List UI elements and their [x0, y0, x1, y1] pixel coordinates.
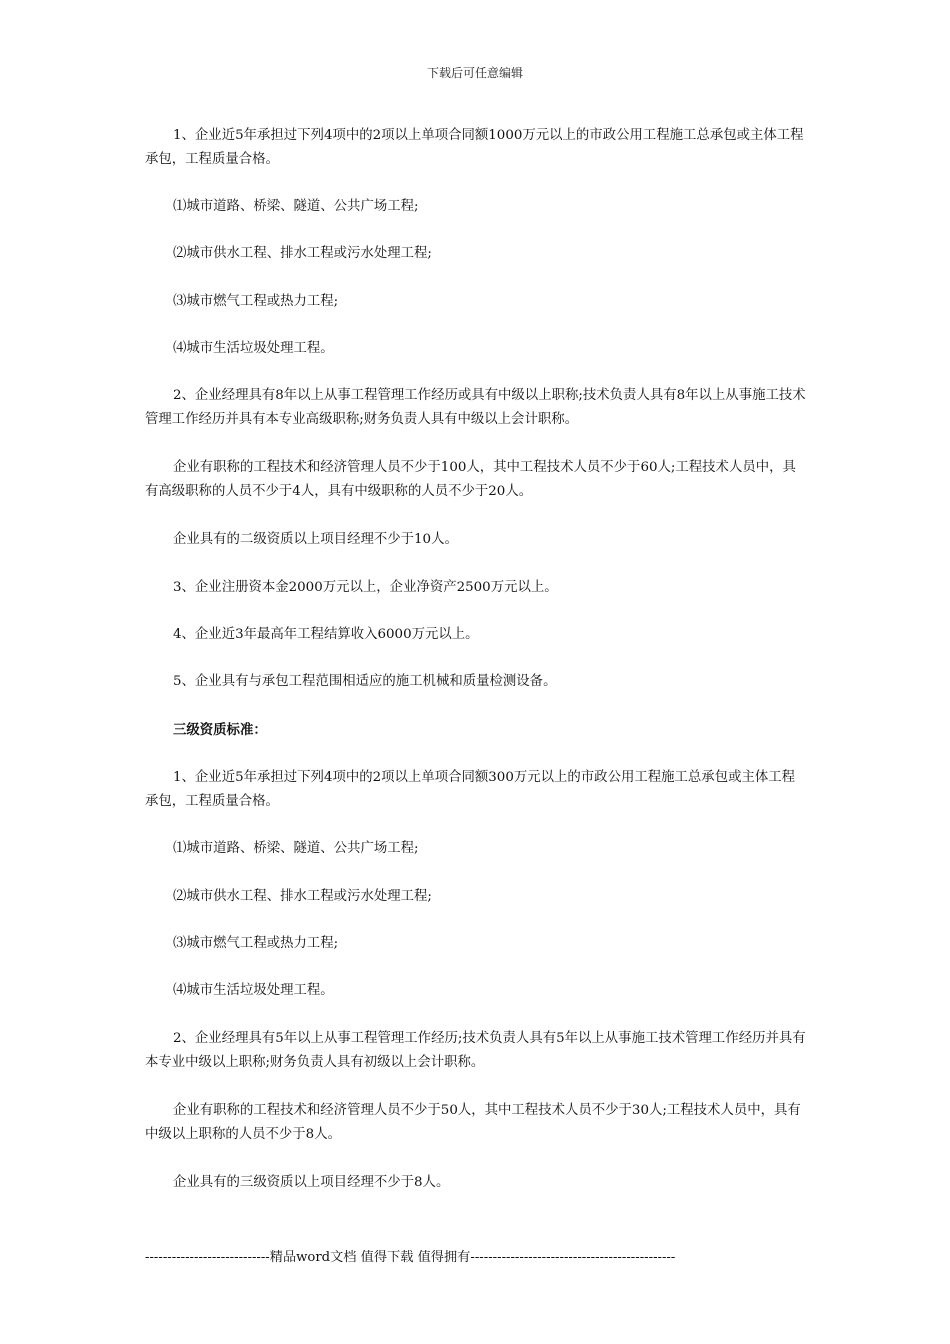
paragraph: ⑶城市燃气工程或热力工程;: [173, 294, 339, 309]
paragraph: 1、企业近5年承担过下列4项中的2项以上单项合同额300万元以上的市政公用工程施工总承包或主体工程承包，工程质量合格。: [145, 770, 796, 809]
paragraph: 企业有职称的工程技术和经济管理人员不少于50人，其中工程技术人员不少于30人;工程技术人员中，具有中级以上职称的人员不少于8人。: [145, 1103, 801, 1142]
paragraph: ⑷城市生活垃圾处理工程。: [173, 341, 334, 356]
paragraph: ⑴城市道路、桥梁、隧道、公共广场工程;: [173, 199, 419, 214]
paragraph: 3、企业注册资本金2000万元以上，企业净资产2500万元以上。: [173, 580, 558, 595]
paragraph: ⑷城市生活垃圾处理工程。: [173, 983, 334, 998]
page-footer: ----------------------------精品word文档 值得下载 值得拥有----------------------------------------------: [145, 1250, 676, 1265]
paragraph: 企业具有的三级资质以上项目经理不少于8人。: [173, 1175, 450, 1190]
paragraph: 2、企业经理具有5年以上从事工程管理工作经历;技术负责人具有5年以上从事施工技术管理工作经历并具有本专业中级以上职称;财务负责人具有初级以上会计职称。: [145, 1031, 806, 1070]
paragraph: ⑶城市燃气工程或热力工程;: [173, 936, 339, 951]
paragraph: 企业具有的二级资质以上项目经理不少于10人。: [173, 532, 458, 547]
paragraph: 4、企业近3年最高年工程结算收入6000万元以上。: [173, 627, 479, 642]
paragraph: 5、企业具有与承包工程范围相适应的施工机械和质量检测设备。: [173, 674, 557, 689]
paragraph: 2、企业经理具有8年以上从事工程管理工作经历或具有中级以上职称;技术负责人具有8年以上从事施工技术管理工作经历并具有本专业高级职称;财务负责人具有中级以上会计职称。: [145, 388, 806, 427]
paragraph: 1、企业近5年承担过下列4项中的2项以上单项合同额1000万元以上的市政公用工程施工总承包或主体工程承包，工程质量合格。: [145, 128, 804, 167]
page-header: 下载后可任意编辑: [426, 66, 523, 80]
paragraph: 企业有职称的工程技术和经济管理人员不少于100人，其中工程技术人员不少于60人;工程技术人员中，具有高级职称的人员不少于4人，具有中级职称的人员不少于20人。: [145, 460, 796, 499]
paragraph: ⑵城市供水工程、排水工程或污水处理工程;: [173, 889, 432, 904]
paragraph: ⑵城市供水工程、排水工程或污水处理工程;: [173, 246, 432, 261]
section-heading: 三级资质标准：: [173, 722, 267, 738]
paragraph: ⑴城市道路、桥梁、隧道、公共广场工程;: [173, 841, 419, 856]
